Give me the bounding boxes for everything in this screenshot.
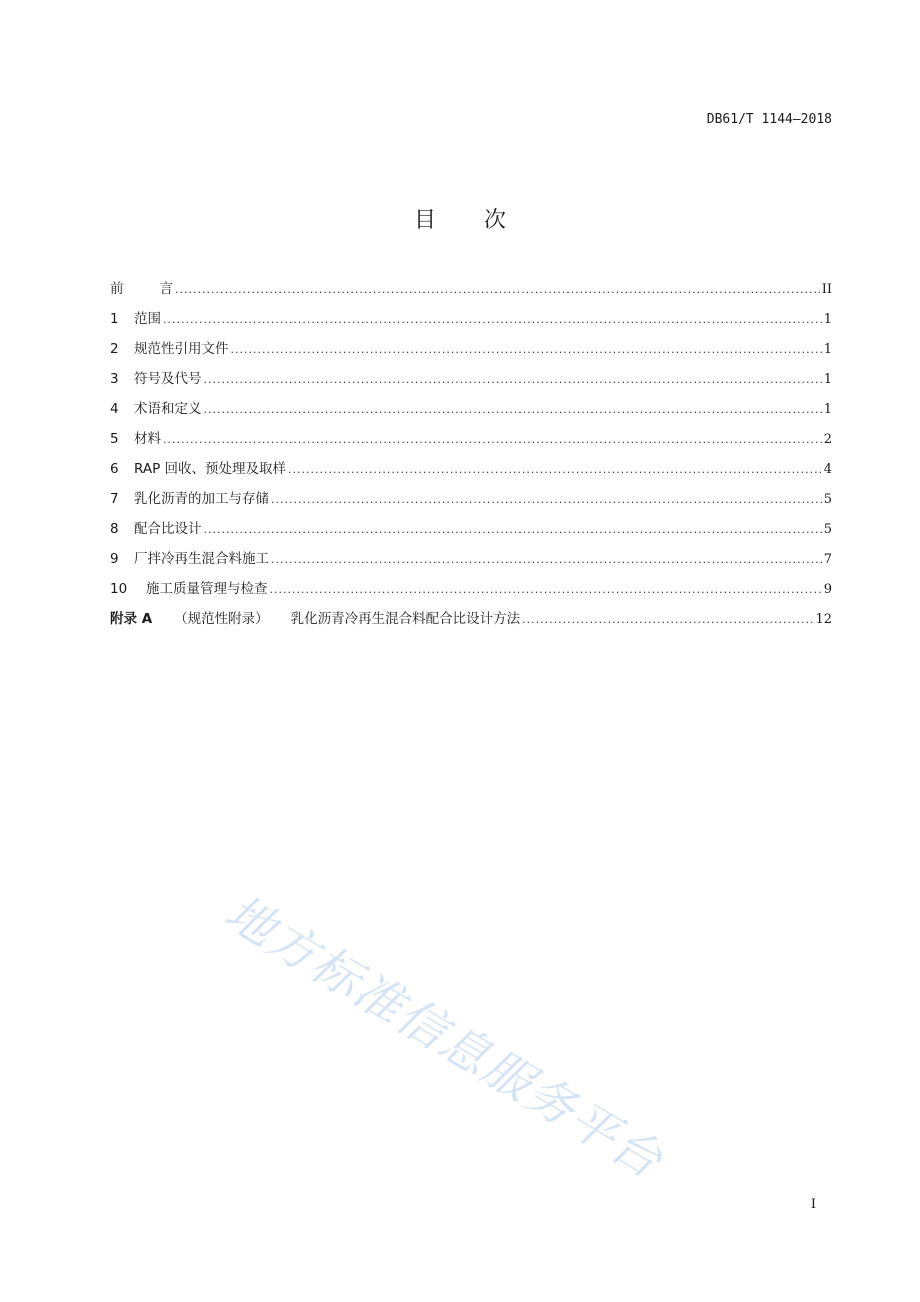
toc-entry-page: 9	[823, 582, 832, 597]
toc-entry-page: 1	[823, 312, 832, 327]
toc-entry-label: 符号及代号	[134, 371, 202, 387]
toc-entry-number: 附录 A	[110, 611, 153, 627]
toc-entry-4[interactable]	[110, 400, 832, 430]
toc-entry-number: 4	[110, 401, 119, 417]
toc-entry-2[interactable]	[110, 340, 832, 370]
toc-entry-page: 4	[823, 462, 832, 477]
toc-entry-page: 12	[815, 612, 832, 627]
leader-dots	[204, 520, 822, 539]
toc-entry-page: 2	[823, 432, 832, 447]
toc-entry-number: 8	[110, 521, 119, 537]
leader-dots	[271, 550, 822, 569]
toc-entry-label	[110, 280, 173, 298]
leader-dots	[204, 370, 822, 389]
toc-entry-appendix-a[interactable]	[110, 610, 832, 640]
toc-entry-label: 材料	[134, 431, 161, 447]
toc-entry-page: 5	[823, 522, 832, 537]
toc-entry-number: 7	[110, 491, 119, 507]
toc-entry-page: 5	[823, 492, 832, 507]
toc-entry-1[interactable]	[110, 310, 832, 340]
leader-dots	[204, 400, 822, 419]
toc-entry-label: 术语和定义	[134, 401, 202, 417]
toc-entry-page: 7	[823, 552, 832, 567]
toc-entry-page: 1	[823, 402, 832, 417]
page-number: I	[810, 1197, 816, 1212]
leader-dots	[522, 610, 813, 629]
watermark: 地方标准信息服务平台	[215, 884, 673, 1190]
toc-entry-label: 施工质量管理与检查	[146, 581, 268, 597]
leader-dots	[231, 340, 822, 359]
toc-entry-number: 2	[110, 341, 119, 357]
toc-entry-10[interactable]	[110, 580, 832, 610]
toc-entry-number: 6	[110, 461, 119, 477]
toc-entry-9[interactable]	[110, 550, 832, 580]
leader-dots	[270, 580, 822, 599]
toc-entry-8[interactable]	[110, 520, 832, 550]
title-char-1: 目	[413, 208, 436, 233]
preface-char-1: 前	[110, 281, 124, 297]
toc-entry-page: 1	[823, 372, 832, 387]
document-code: DB61/T 1144—2018	[706, 112, 832, 127]
toc-entry-page: 1	[823, 342, 832, 357]
toc-entry-number: 9	[110, 551, 119, 567]
toc-entry-page: II	[821, 282, 832, 297]
leader-dots	[175, 280, 820, 299]
toc-entry-label: 配合比设计	[134, 521, 202, 537]
toc-entry-label: 乳化沥青的加工与存储	[134, 491, 269, 507]
leader-dots	[163, 310, 822, 329]
toc-entry-label: 规范性引用文件	[134, 341, 229, 357]
appendix-type-tag: （规范性附录）	[174, 611, 269, 627]
toc-entry-label: 范围	[134, 311, 161, 327]
toc-entry-label: 乳化沥青冷再生混合料配合比设计方法	[290, 611, 521, 627]
toc-entry-7[interactable]	[110, 490, 832, 520]
toc-entry-label: RAP 回收、预处理及取样	[134, 461, 286, 477]
toc-entry-number: 3	[110, 371, 119, 387]
toc-entry-number: 5	[110, 431, 119, 447]
title-char-2: 次	[484, 208, 507, 233]
toc-entry-6[interactable]	[110, 460, 832, 490]
toc-entry-preface[interactable]	[110, 280, 832, 310]
leader-dots	[288, 460, 822, 479]
toc-entry-number: 10	[110, 581, 128, 597]
toc-entry-5[interactable]	[110, 430, 832, 460]
leader-dots	[271, 490, 822, 509]
page-title	[0, 203, 920, 234]
toc-entry-3[interactable]	[110, 370, 832, 400]
leader-dots	[163, 430, 822, 449]
toc-entry-number: 1	[110, 311, 119, 327]
preface-char-2: 言	[159, 281, 173, 297]
table-of-contents	[110, 280, 832, 640]
toc-entry-label: 厂拌冷再生混合料施工	[134, 551, 269, 567]
